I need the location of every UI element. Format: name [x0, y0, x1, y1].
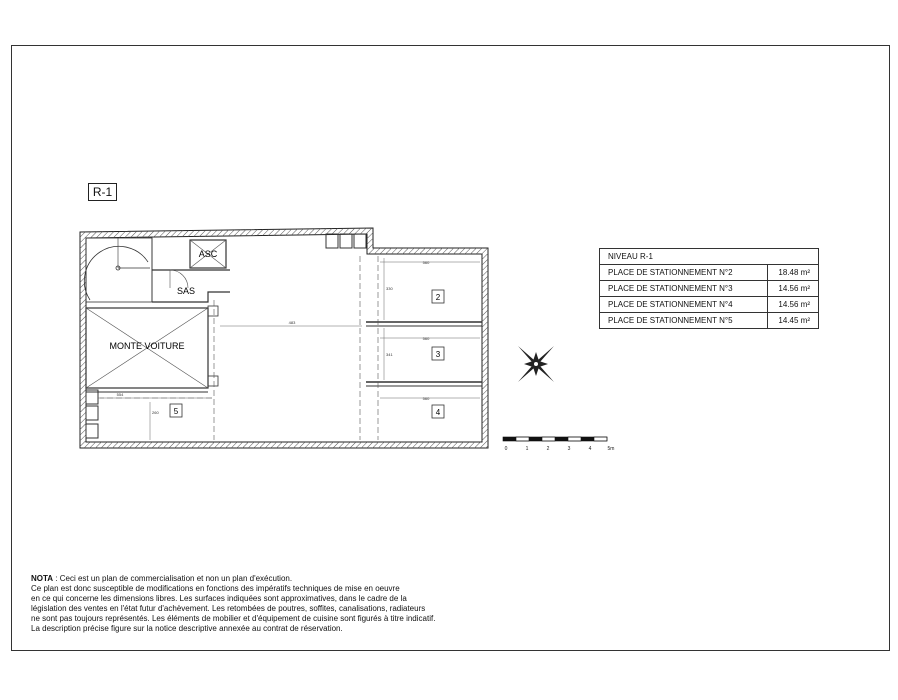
scale-tick: 4: [588, 446, 592, 452]
level-tag: R-1: [88, 183, 117, 201]
scale-bar: [503, 437, 607, 441]
space-area: 14.56 m²: [767, 281, 818, 297]
room-label-ramp: MONTE VOITURE: [109, 341, 185, 351]
surface-table-header: NIVEAU R-1: [600, 249, 819, 265]
scale-tick: 1: [525, 446, 529, 452]
space-label: PLACE DE STATIONNEMENT N°4: [600, 297, 768, 313]
space-area: 14.45 m²: [767, 313, 818, 329]
note-label: NOTA: [31, 574, 54, 583]
note-line: législation des ventes en l'état futur d'achèvement. Les retombées de poutres, soffites, canalisations, radiateurs: [31, 604, 426, 613]
table-row: [600, 281, 819, 297]
space-number-4: 4: [435, 408, 441, 417]
disclaimer-note: [31, 574, 511, 634]
dimension-label: 560: [422, 260, 430, 265]
space-number-5: 5: [173, 407, 179, 416]
space-label: PLACE DE STATIONNEMENT N°2: [600, 265, 768, 281]
note-line: : Ceci est un plan de commercialisation et non un plan d'exécution.: [53, 574, 293, 583]
note-line: en ce qui concerne les dimensions libres. Les surfaces indiquées sont approximatives, dans le cadre de la: [31, 594, 407, 603]
compass-rose-icon: [518, 346, 554, 382]
stair-core: [84, 238, 152, 302]
scale-tick: 2: [546, 446, 550, 452]
dimension-label: 341: [386, 352, 393, 357]
dimension-label: 483: [288, 320, 296, 325]
space-label: PLACE DE STATIONNEMENT N°3: [600, 281, 768, 297]
dimension-label: 560: [422, 336, 430, 341]
dimension-label: 330: [386, 286, 393, 291]
room-label-sas: SAS: [176, 286, 196, 296]
space-boxes: [170, 290, 444, 418]
surface-table: [599, 248, 819, 329]
dimension-label: 560: [422, 396, 430, 401]
space-number-3: 3: [435, 350, 441, 359]
space-label: PLACE DE STATIONNEMENT N°5: [600, 313, 768, 329]
scale-tick: 0: [504, 446, 508, 452]
vent-shafts: [326, 234, 366, 248]
space-area: 18.48 m²: [767, 265, 818, 281]
note-line: La description précise figure sur la notice descriptive annexée au contrat de réservation.: [31, 624, 343, 633]
note-line: ne sont pas toujours représentés. Les éléments de mobilier et d'équipement de cuisine sont figurés à titre indicatif.: [31, 614, 436, 623]
asc-sas-partitions: [152, 240, 230, 386]
table-row: [600, 265, 819, 281]
wall-niches: [86, 390, 98, 438]
table-row: [600, 313, 819, 329]
table-row: [600, 297, 819, 313]
room-label-asc: ASC: [198, 249, 218, 259]
space-number-2: 2: [435, 293, 441, 302]
dimension-label: 554: [116, 392, 124, 397]
scale-tick: 3: [567, 446, 571, 452]
space-area: 14.56 m²: [767, 297, 818, 313]
dimension-label: 260: [152, 410, 159, 415]
note-line: Ce plan est donc susceptible de modifications en fonctions des impératifs techniques de mise en oeuvre: [31, 584, 400, 593]
scale-tick: 5m: [607, 446, 615, 452]
